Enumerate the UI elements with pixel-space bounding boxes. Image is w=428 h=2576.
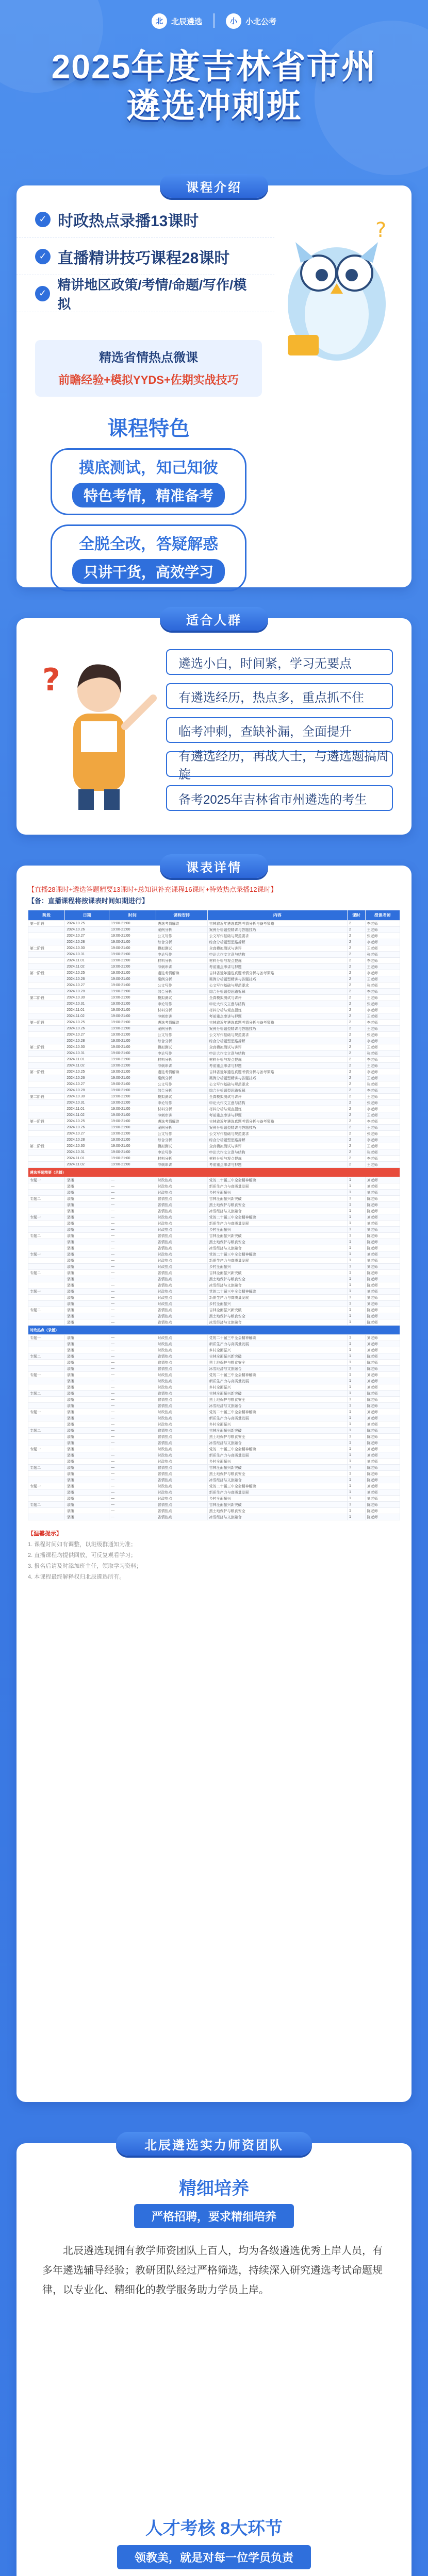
footnote-line: 【温馨提示】 bbox=[28, 1531, 62, 1537]
table-row: 录播 — 省情热点 冰雪经济与文旅融合 1 陈老师 bbox=[28, 1208, 400, 1214]
table-row: 专题二 录播 — 省情热点 吉林全面振兴新突破 1 陈老师 bbox=[28, 1428, 400, 1434]
table-row: 录播 — 时政热点 新质生产力与高质量发展 1 刘老师 bbox=[28, 1378, 400, 1384]
footnote-line: 4. 本课程最终解释权归北辰遴选所有。 bbox=[28, 1573, 125, 1580]
table-row: 录播 — 省情热点 冰雪经济与文旅融合 1 陈老师 bbox=[28, 1403, 400, 1409]
audience-item-1: 遴选小白，时间紧，学习无要点 bbox=[166, 649, 393, 675]
table-row: 2024.10.26 19:00-21:00 案例分析 案例分析题型精讲与答题技巧 2 王老师 bbox=[28, 1125, 400, 1131]
table-row: 录播 — 省情热点 黑土地保护与粮食安全 1 陈老师 bbox=[28, 1239, 400, 1245]
table-row: 2024.10.28 19:00-21:00 综合分析 综合分析题型思路拆解 2 李老师 bbox=[28, 1088, 400, 1094]
schedule-card bbox=[17, 860, 411, 2102]
table-row: 录播 — 省情热点 黑土地保护与粮食安全 1 陈老师 bbox=[28, 1397, 400, 1403]
table-row: 录播 — 省情热点 黑土地保护与粮食安全 1 陈老师 bbox=[28, 1202, 400, 1208]
table-row: 录播 — 省情热点 黑土地保护与粮食安全 1 陈老师 bbox=[28, 1360, 400, 1366]
schedule-table bbox=[28, 910, 400, 1520]
table-row: 第一阶段 2024.10.25 19:00-21:00 遴选考情解读 吉林省近年遴选真题考情分析与备考策略 2 李老师 bbox=[28, 921, 400, 927]
brand-name-right: 小北公考 bbox=[245, 17, 277, 26]
table-row: 专题二 录播 — 省情热点 吉林全面振兴新突破 1 陈老师 bbox=[28, 1196, 400, 1202]
brand-logo-right bbox=[226, 13, 276, 29]
table-row: 录播 — 时政热点 乡村全面振兴 1 刘老师 bbox=[28, 1301, 400, 1307]
beichen-logo-icon: 北 bbox=[152, 13, 167, 29]
highlight-line: 前瞻经验+模拟YYDS+佐期实战技巧 bbox=[58, 374, 239, 386]
table-row: 2024.11.01 19:00-21:00 材料分析 材料分析与观点提炼 2 李老师 bbox=[28, 1057, 400, 1063]
table-row: 专题一 录播 — 时政热点 党的二十届三中全会精神解读 1 刘老师 bbox=[28, 1372, 400, 1378]
table-row: 2024.11.02 19:00-21:00 冲刺串讲 考前重点串讲与押题 2 王老师 bbox=[28, 964, 400, 970]
table-row: 专题一 录播 — 时政热点 党的二十届三中全会精神解读 1 刘老师 bbox=[28, 1289, 400, 1295]
table-row: 录播 — 时政热点 乡村全面振兴 1 刘老师 bbox=[28, 1190, 400, 1196]
table-row: 2024.10.27 19:00-21:00 公文写作 公文写作基础与规范要求 2 张老师 bbox=[28, 982, 400, 989]
table-row: 录播 — 时政热点 新质生产力与高质量发展 1 刘老师 bbox=[28, 1489, 400, 1496]
audience-item-4: 有遴选经历，再战人士，与遴选题搞周旋 bbox=[166, 751, 393, 777]
table-row: 录播 — 时政热点 新质生产力与高质量发展 1 刘老师 bbox=[28, 1295, 400, 1301]
feature-pill-2: 全脱全改，答疑解惑 只讲干货，高效学习 bbox=[51, 524, 246, 591]
owl-mascot-icon bbox=[272, 206, 401, 371]
table-row: 2024.11.01 19:00-21:00 材料分析 材料分析与观点提炼 2 李老师 bbox=[28, 1007, 400, 1013]
table-row: 录播 — 时政热点 乡村全面振兴 1 刘老师 bbox=[28, 1459, 400, 1465]
highlight-panel bbox=[35, 340, 262, 397]
table-row: 录播 — 时政热点 新质生产力与高质量发展 1 刘老师 bbox=[28, 1452, 400, 1459]
intro-item-2: ✓ 直播精讲技巧课程28课时 bbox=[17, 238, 274, 275]
highlight-title: 精选省情热点微课 bbox=[99, 351, 198, 365]
table-row: 录播 — 省情热点 冰雪经济与文旅融合 1 陈老师 bbox=[28, 1440, 400, 1446]
title-line-1: 2025年度吉林省市州 bbox=[51, 47, 377, 86]
xiaobei-logo-icon: 小 bbox=[226, 13, 241, 29]
table-row: 录播 — 时政热点 乡村全面振兴 1 刘老师 bbox=[28, 1496, 400, 1502]
table-row: 2024.10.31 19:00-21:00 申论写作 申论大作文立意与结构 2 张老师 bbox=[28, 1100, 400, 1106]
team-title: 精细培养 bbox=[179, 2179, 249, 2198]
table-row: 录播 — 省情热点 黑土地保护与粮食安全 1 陈老师 bbox=[28, 1434, 400, 1440]
table-row: 2024.10.27 19:00-21:00 公文写作 公文写作基础与规范要求 2 张老师 bbox=[28, 1081, 400, 1088]
logo-divider bbox=[213, 13, 215, 28]
table-row: 专题二 录播 — 省情热点 吉林全面振兴新突破 1 陈老师 bbox=[28, 1307, 400, 1313]
table-row: 2024.11.02 19:00-21:00 冲刺串讲 考前重点串讲与押题 2 王老师 bbox=[28, 1162, 400, 1168]
audience-tab: 适合人群 bbox=[160, 607, 268, 631]
feature-title: 课程特色 bbox=[107, 417, 190, 440]
table-row: 2024.10.31 19:00-21:00 申论写作 申论大作文立意与结构 2 张老师 bbox=[28, 952, 400, 958]
table-row: 2024.11.01 19:00-21:00 材料分析 材料分析与观点提炼 2 李老师 bbox=[28, 1106, 400, 1112]
svg-text:?: ? bbox=[42, 662, 60, 698]
hero-header bbox=[0, 0, 428, 170]
schedule-note: 【直播28课时+遴选答题精要13课时+总知识补充课程16课时+特效热点录播12课时】 【备：直播课程将按课表时间如期进行】 bbox=[28, 886, 277, 905]
table-row: 录播 — 省情热点 冰雪经济与文旅融合 1 陈老师 bbox=[28, 1282, 400, 1289]
table-row: 第一阶段 2024.10.25 19:00-21:00 遴选考情解读 吉林省近年遴选真题考情分析与备考策略 2 李老师 bbox=[28, 1069, 400, 1075]
schedule-head-row: 阶段 日期 时间 课程安排 内容 课时 授课老师 bbox=[28, 910, 400, 921]
teacher-team-card bbox=[17, 2138, 411, 2576]
hub-title: 人才考核 8大环节 bbox=[145, 2519, 283, 2538]
table-band-row: 时政热点（录播） bbox=[28, 1326, 400, 1335]
table-row: 录播 — 时政热点 新质生产力与高质量发展 1 刘老师 bbox=[28, 1221, 400, 1227]
table-row: 2024.10.28 19:00-21:00 综合分析 综合分析题型思路拆解 2 李老师 bbox=[28, 989, 400, 995]
table-row: 录播 — 时政热点 新质生产力与高质量发展 1 刘老师 bbox=[28, 1183, 400, 1190]
table-row: 录播 — 时政热点 乡村全面振兴 1 刘老师 bbox=[28, 1421, 400, 1428]
feature-pill-1: 摸底测试，知己知彼 特色考情，精准备考 bbox=[51, 448, 246, 515]
course-intro-card bbox=[17, 180, 411, 587]
brand-logo-left bbox=[152, 13, 202, 29]
teacher-illustration-icon bbox=[32, 649, 161, 814]
table-row: 2024.10.28 19:00-21:00 综合分析 综合分析题型思路拆解 2 李老师 bbox=[28, 939, 400, 945]
table-row: 专题一 录播 — 时政热点 党的二十届三中全会精神解读 1 刘老师 bbox=[28, 1409, 400, 1415]
teacher-team-tab: 北辰遴选实力师资团队 bbox=[116, 2132, 312, 2156]
table-row: 录播 — 省情热点 冰雪经济与文旅融合 1 陈老师 bbox=[28, 1477, 400, 1483]
table-row: 第二阶段 2024.10.30 19:00-21:00 模拟测试 全真模拟测试与讲评 2 王老师 bbox=[28, 1143, 400, 1149]
table-row: 专题一 录播 — 时政热点 党的二十届三中全会精神解读 1 刘老师 bbox=[28, 1251, 400, 1258]
table-row: 2024.10.26 19:00-21:00 案例分析 案例分析题型精讲与答题技巧 2 王老师 bbox=[28, 1075, 400, 1081]
footnote-line: 3. 报名后请及时添加班主任，领取学习资料； bbox=[28, 1563, 142, 1569]
table-row: 专题二 录播 — 省情热点 吉林全面振兴新突破 1 陈老师 bbox=[28, 1270, 400, 1276]
table-row: 第二阶段 2024.10.30 19:00-21:00 模拟测试 全真模拟测试与讲评 2 王老师 bbox=[28, 1044, 400, 1050]
check-icon: ✓ bbox=[35, 286, 50, 301]
table-row: 录播 — 时政热点 乡村全面振兴 1 刘老师 bbox=[28, 1384, 400, 1391]
audience-item-3: 临考冲刺，查缺补漏，全面提升 bbox=[166, 717, 393, 743]
table-row: 专题二 录播 — 省情热点 吉林全面振兴新突破 1 陈老师 bbox=[28, 1502, 400, 1508]
table-row: 录播 — 省情热点 冰雪经济与文旅融合 1 陈老师 bbox=[28, 1245, 400, 1251]
table-row: 录播 — 时政热点 新质生产力与高质量发展 1 刘老师 bbox=[28, 1258, 400, 1264]
table-row: 录播 — 省情热点 黑土地保护与粮食安全 1 陈老师 bbox=[28, 1313, 400, 1319]
table-row: 专题二 录播 — 省情热点 吉林全面振兴新突破 1 陈老师 bbox=[28, 1391, 400, 1397]
table-row: 第二阶段 2024.10.30 19:00-21:00 模拟测试 全真模拟测试与讲评 2 王老师 bbox=[28, 1094, 400, 1100]
team-paragraph: 北辰遴选现拥有教学师资团队上百人，均为各级遴选优秀上岸人员，有多年遴选辅导经验；教研团队经过严格筛选，持续深入研究遴选考试命题规律，以专业化、精细化的教学服务助力学员上岸。 bbox=[42, 2245, 383, 2296]
table-row: 2024.10.31 19:00-21:00 申论写作 申论大作文立意与结构 2 张老师 bbox=[28, 1050, 400, 1057]
table-row: 录播 — 省情热点 黑土地保护与粮食安全 1 陈老师 bbox=[28, 1508, 400, 1514]
table-row: 2024.10.28 19:00-21:00 综合分析 综合分析题型思路拆解 2 李老师 bbox=[28, 1137, 400, 1143]
intro-item-1: ✓ 时政热点录播13课时 bbox=[17, 201, 274, 238]
table-row: 2024.11.02 19:00-21:00 冲刺串讲 考前重点串讲与押题 2 王老师 bbox=[28, 1112, 400, 1118]
brand-name-left: 北辰遴选 bbox=[171, 17, 202, 26]
table-row: 专题一 录播 — 时政热点 党的二十届三中全会精神解读 1 刘老师 bbox=[28, 1177, 400, 1183]
course-intro-tab: 课程介绍 bbox=[160, 174, 268, 198]
team-bar: 严格招聘，要求精细培养 bbox=[134, 2204, 294, 2228]
svg-text:?: ? bbox=[375, 218, 387, 242]
table-row: 录播 — 时政热点 乡村全面振兴 1 刘老师 bbox=[28, 1264, 400, 1270]
table-row: 专题一 录播 — 时政热点 党的二十届三中全会精神解读 1 刘老师 bbox=[28, 1335, 400, 1341]
table-row: 2024.11.01 19:00-21:00 材料分析 材料分析与观点提炼 2 李老师 bbox=[28, 1156, 400, 1162]
table-row: 录播 — 时政热点 新质生产力与高质量发展 1 刘老师 bbox=[28, 1415, 400, 1421]
table-row: 第一阶段 2024.10.25 19:00-21:00 遴选考情解读 吉林省近年遴选真题考情分析与备考策略 2 李老师 bbox=[28, 1118, 400, 1125]
table-row: 录播 — 省情热点 冰雪经济与文旅融合 1 陈老师 bbox=[28, 1366, 400, 1372]
title-line-2: 遴选冲刺班 bbox=[126, 86, 302, 125]
brand-logos bbox=[0, 13, 428, 29]
table-row: 录播 — 省情热点 黑土地保护与粮食安全 1 陈老师 bbox=[28, 1471, 400, 1477]
table-row: 2024.10.31 19:00-21:00 申论写作 申论大作文立意与结构 2 张老师 bbox=[28, 1149, 400, 1156]
table-row: 第一阶段 2024.10.25 19:00-21:00 遴选考情解读 吉林省近年遴选真题考情分析与备考策略 2 李老师 bbox=[28, 1020, 400, 1026]
table-row: 第二阶段 2024.10.30 19:00-21:00 模拟测试 全真模拟测试与讲评 2 王老师 bbox=[28, 995, 400, 1001]
table-row: 第二阶段 2024.10.30 19:00-21:00 模拟测试 全真模拟测试与讲评 2 王老师 bbox=[28, 945, 400, 952]
table-row: 2024.10.26 19:00-21:00 案例分析 案例分析题型精讲与答题技巧 2 王老师 bbox=[28, 927, 400, 933]
check-icon: ✓ bbox=[35, 249, 51, 264]
hub-bar: 领教美，就是对每一位学员负责 bbox=[117, 2545, 311, 2569]
table-row: 2024.11.01 19:00-21:00 材料分析 材料分析与观点提炼 2 李老师 bbox=[28, 958, 400, 964]
intro-item-3: ✓ 精讲地区政策/考情/命题/写作/模拟 bbox=[17, 275, 274, 312]
table-row: 专题一 录播 — 时政热点 党的二十届三中全会精神解读 1 刘老师 bbox=[28, 1483, 400, 1489]
table-row: 2024.10.27 19:00-21:00 公文写作 公文写作基础与规范要求 2 张老师 bbox=[28, 1131, 400, 1137]
table-row: 2024.10.27 19:00-21:00 公文写作 公文写作基础与规范要求 2 张老师 bbox=[28, 933, 400, 939]
table-row: 录播 — 时政热点 新质生产力与高质量发展 1 刘老师 bbox=[28, 1341, 400, 1347]
audience-item-2: 有遴选经历，热点多，重点抓不住 bbox=[166, 683, 393, 709]
table-row: 2024.10.28 19:00-21:00 综合分析 综合分析题型思路拆解 2 李老师 bbox=[28, 1038, 400, 1044]
feature-pills bbox=[35, 448, 262, 601]
table-row: 2024.11.02 19:00-21:00 冲刺串讲 考前重点串讲与押题 2 王老师 bbox=[28, 1013, 400, 1020]
table-row: 专题二 录播 — 省情热点 吉林全面振兴新突破 1 陈老师 bbox=[28, 1233, 400, 1239]
table-row: 2024.11.02 19:00-21:00 冲刺串讲 考前重点串讲与押题 2 王老师 bbox=[28, 1063, 400, 1069]
footnote-line: 1. 课程时间如有调整，以班级群通知为准； bbox=[28, 1541, 137, 1548]
footnote-line: 2. 直播课程均提供回放，可反复观看学习； bbox=[28, 1552, 137, 1558]
page-title bbox=[0, 47, 428, 126]
table-row: 专题一 录播 — 时政热点 党的二十届三中全会精神解读 1 刘老师 bbox=[28, 1446, 400, 1452]
table-row: 录播 — 省情热点 冰雪经济与文旅融合 1 陈老师 bbox=[28, 1319, 400, 1326]
table-row: 录播 — 省情热点 冰雪经济与文旅融合 1 陈老师 bbox=[28, 1514, 400, 1520]
table-row: 2024.10.26 19:00-21:00 案例分析 案例分析题型精讲与答题技巧 2 王老师 bbox=[28, 976, 400, 982]
table-row: 2024.10.26 19:00-21:00 案例分析 案例分析题型精讲与答题技巧 2 王老师 bbox=[28, 1026, 400, 1032]
check-icon: ✓ bbox=[35, 212, 51, 227]
table-row: 录播 — 省情热点 黑土地保护与粮食安全 1 陈老师 bbox=[28, 1276, 400, 1282]
audience-item-5: 备考2025年吉林省市州遴选的考生 bbox=[166, 785, 393, 811]
table-row: 专题二 录播 — 省情热点 吉林全面振兴新突破 1 陈老师 bbox=[28, 1353, 400, 1360]
table-row: 2024.10.31 19:00-21:00 申论写作 申论大作文立意与结构 2 张老师 bbox=[28, 1001, 400, 1007]
audience-card bbox=[17, 613, 411, 835]
table-row: 专题二 录播 — 省情热点 吉林全面振兴新突破 1 陈老师 bbox=[28, 1465, 400, 1471]
table-row: 2024.10.27 19:00-21:00 公文写作 公文写作基础与规范要求 2 张老师 bbox=[28, 1032, 400, 1038]
schedule-tab: 课表详情 bbox=[160, 854, 268, 878]
table-row: 专题一 录播 — 时政热点 党的二十届三中全会精神解读 1 刘老师 bbox=[28, 1214, 400, 1221]
table-row: 第一阶段 2024.10.25 19:00-21:00 遴选考情解读 吉林省近年遴选真题考情分析与备考策略 2 李老师 bbox=[28, 970, 400, 976]
table-row: 录播 — 时政热点 乡村全面振兴 1 刘老师 bbox=[28, 1227, 400, 1233]
table-band-row: 遴选答题精要（录播） bbox=[28, 1168, 400, 1177]
table-row: 录播 — 时政热点 乡村全面振兴 1 刘老师 bbox=[28, 1347, 400, 1353]
schedule-footnotes bbox=[28, 1529, 400, 1582]
